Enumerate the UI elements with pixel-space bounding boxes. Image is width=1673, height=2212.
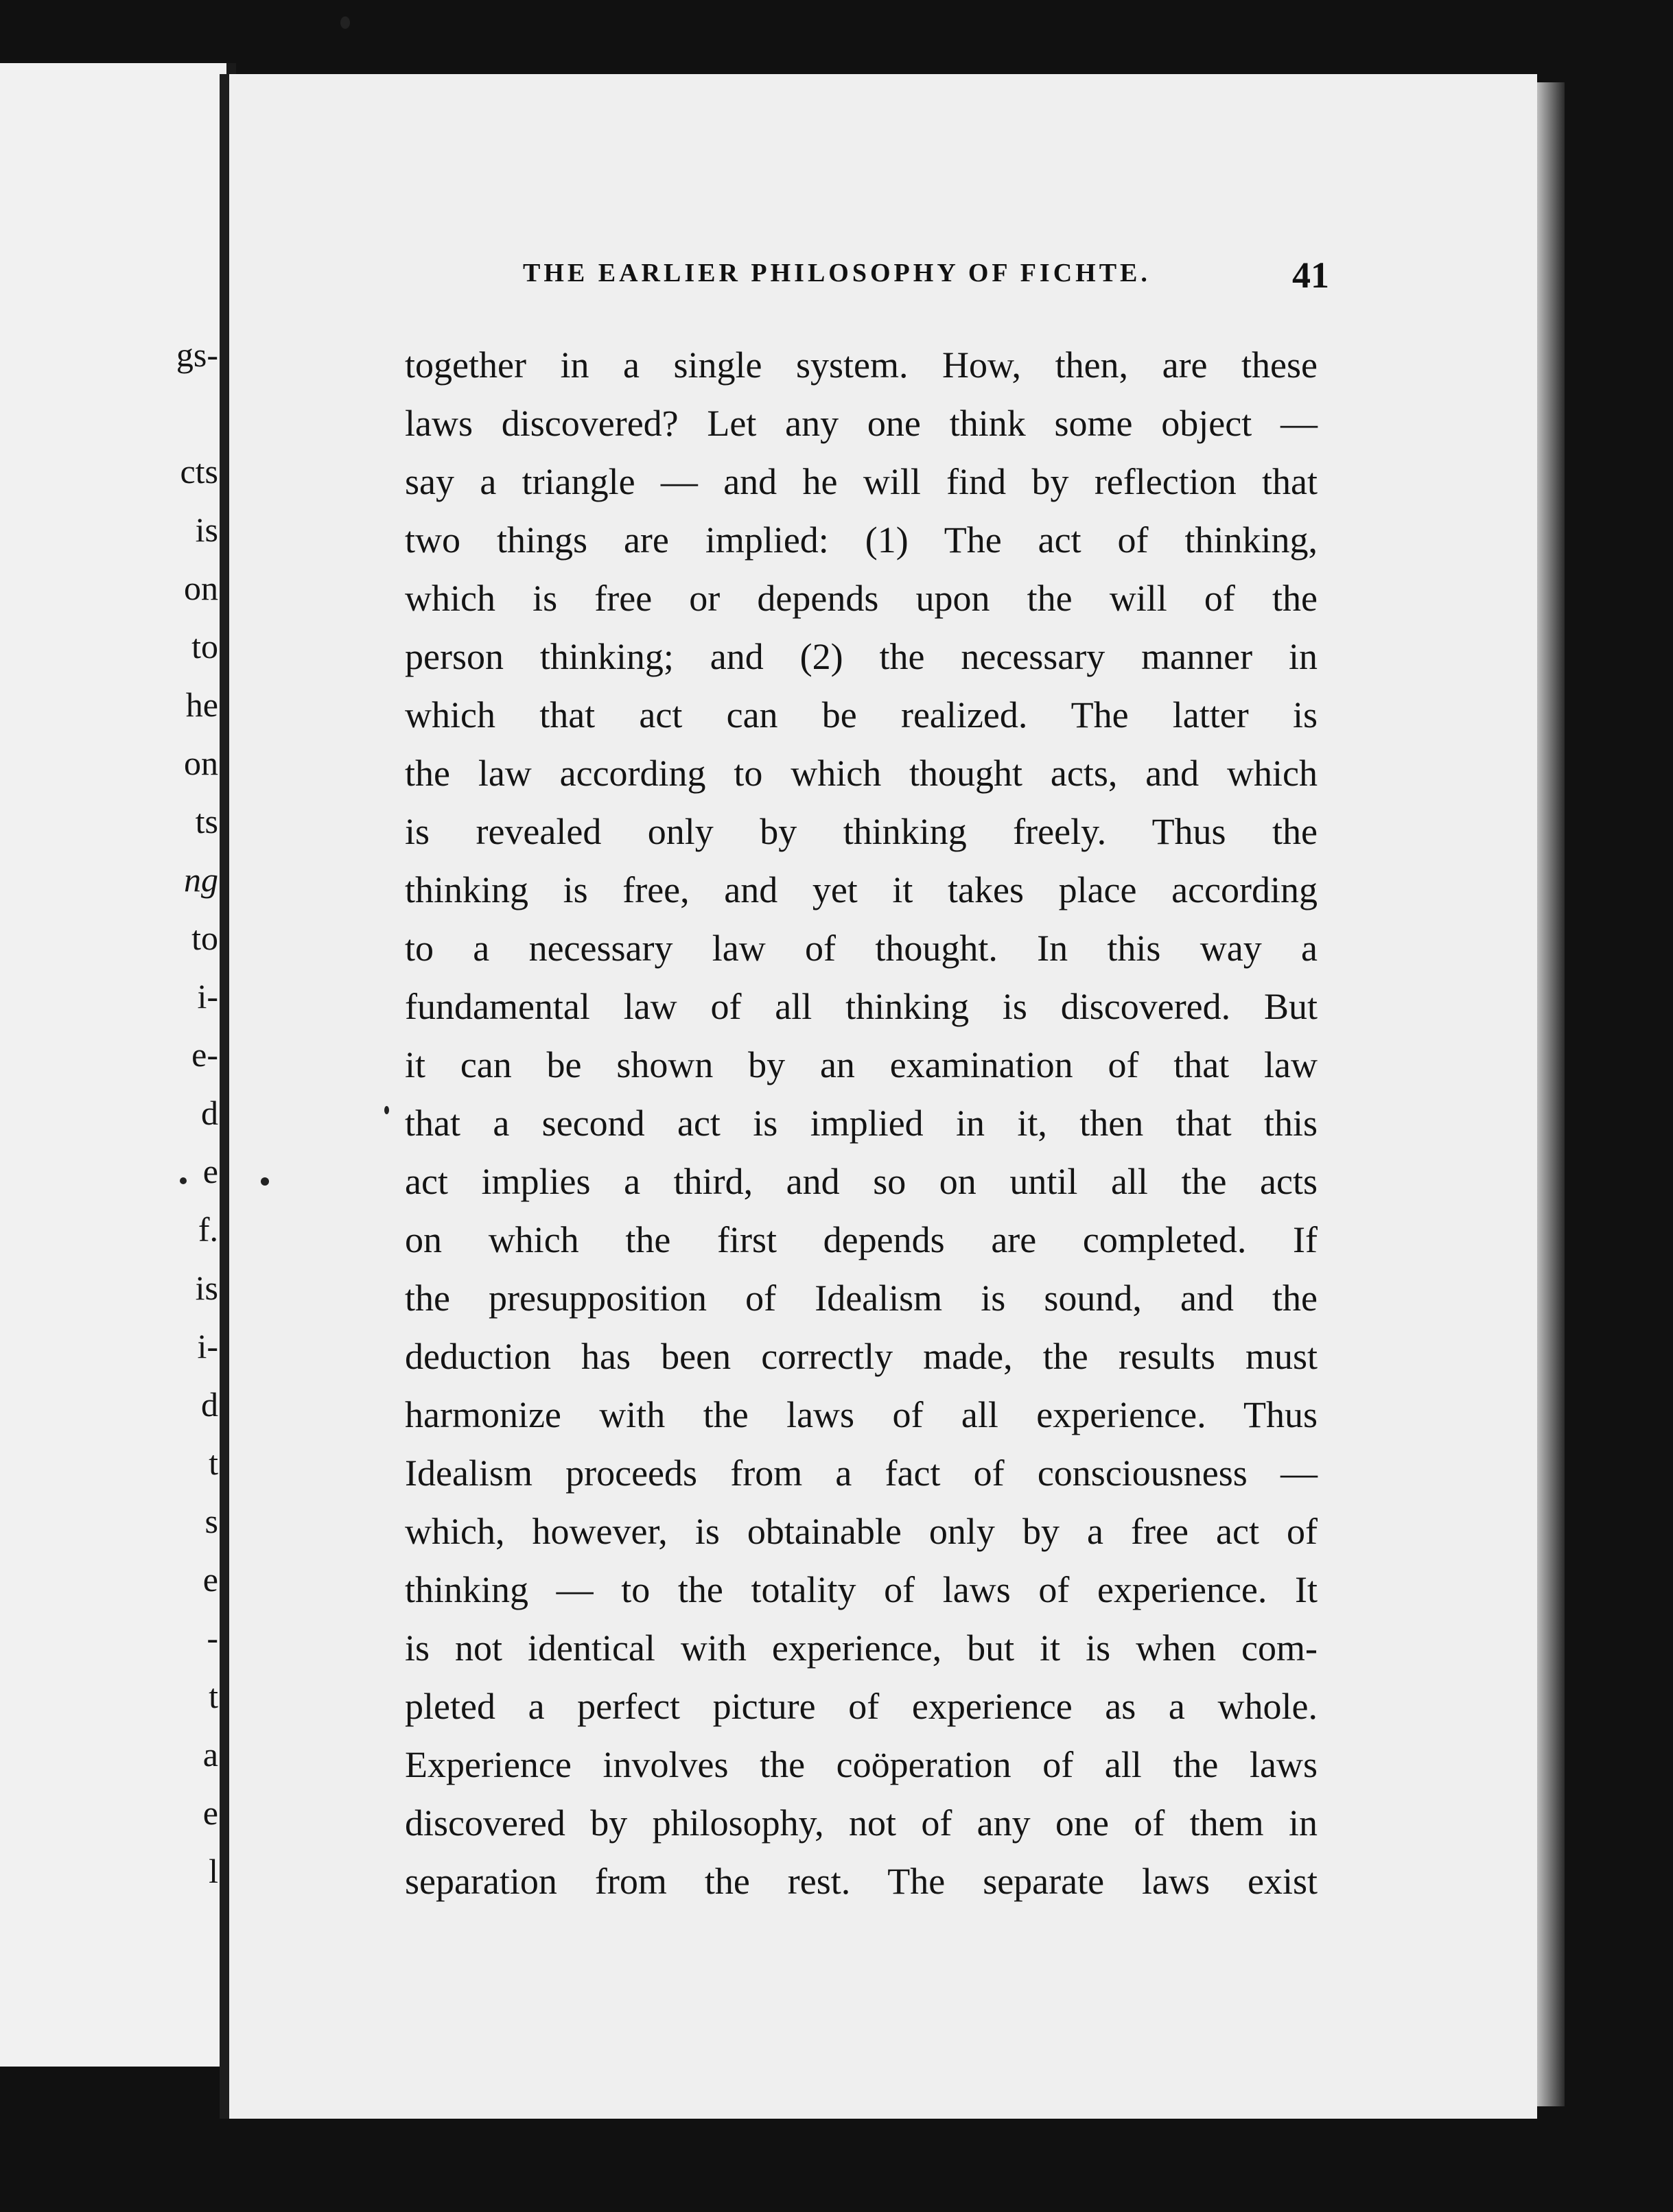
left-line-fragment: ng: [184, 860, 218, 899]
left-line-fragment: to: [191, 627, 218, 666]
running-header: [523, 254, 1329, 302]
text-line: thinking — to the totality of laws of experience. It: [405, 1569, 1318, 1610]
left-line-fragment: l: [209, 1852, 218, 1890]
left-line-fragment: on: [184, 569, 218, 607]
left-line-fragment: he: [185, 685, 218, 724]
text-line: on which the first depends are completed. If: [405, 1219, 1318, 1260]
text-line: Experience involves the coöperation of all the laws: [405, 1744, 1318, 1785]
left-line-fragment: e: [202, 1793, 218, 1832]
text-line: which is free or depends upon the will of the: [405, 578, 1318, 619]
left-line-fragment: e: [202, 1560, 218, 1599]
running-title: THE EARLIER PHILOSOPHY OF FICHTE.: [523, 259, 1151, 287]
left-line-fragment: is: [195, 510, 218, 549]
text-line: Idealism proceeds from a fact of consciousness —: [405, 1452, 1318, 1494]
text-line: separation from the rest. The separate laws exist: [405, 1861, 1318, 1902]
text-line: two things are implied: (1) The act of thinking,: [405, 519, 1318, 561]
left-line-fragment: gs-: [176, 336, 218, 374]
print-speck: [180, 1177, 187, 1184]
left-line-fragment: is: [195, 1269, 218, 1307]
left-line-fragment: t: [209, 1444, 218, 1482]
text-line: fundamental law of all thinking is discovered. But: [405, 986, 1318, 1027]
page-edge-shadow: [1537, 82, 1565, 2106]
left-line-fragment: e-: [191, 1035, 218, 1074]
previous-page-fragment: [0, 63, 226, 2067]
text-line: deduction has been correctly made, the results must: [405, 1336, 1318, 1377]
left-line-fragment: i-: [197, 977, 218, 1015]
text-line: is revealed only by thinking freely. Thus the: [405, 811, 1318, 852]
left-line-fragment: to: [191, 919, 218, 957]
left-line-fragment: ts: [195, 802, 218, 840]
text-line: say a triangle — and he will find by reflection that: [405, 461, 1318, 502]
text-line: to a necessary law of thought. In this way a: [405, 928, 1318, 969]
print-speck: [340, 16, 350, 29]
text-line: thinking is free, and yet it takes place according: [405, 869, 1318, 910]
text-line: it can be shown by an examination of that law: [405, 1044, 1318, 1085]
text-line: together in a single system. How, then, are these: [405, 344, 1318, 386]
left-line-fragment: a: [202, 1735, 218, 1774]
text-line: the presupposition of Idealism is sound, and the: [405, 1278, 1318, 1319]
text-line: the law according to which thought acts, and which: [405, 753, 1318, 794]
left-line-fragment: e: [202, 1152, 218, 1190]
text-line: pleted a perfect picture of experience as a whole.: [405, 1686, 1318, 1727]
left-line-fragment: -: [207, 1619, 218, 1657]
text-line: which, however, is obtainable only by a free act of: [405, 1511, 1318, 1552]
left-line-fragment: d: [201, 1385, 218, 1424]
text-line: laws discovered? Let any one think some object —: [405, 403, 1318, 444]
body-text: [405, 336, 1318, 1911]
page-number: 41: [1292, 255, 1329, 296]
left-line-fragment: i-: [197, 1327, 218, 1365]
print-speck: [261, 1177, 269, 1186]
left-line-fragment: cts: [180, 452, 218, 491]
text-line: which that act can be realized. The latter is: [405, 694, 1318, 736]
left-line-fragment: s: [204, 1502, 218, 1540]
left-line-fragment: f.: [198, 1210, 218, 1249]
text-line: harmonize with the laws of all experience. Thus: [405, 1394, 1318, 1435]
text-line: is not identical with experience, but it is when com-: [405, 1627, 1318, 1669]
text-line: person thinking; and (2) the necessary manner in: [405, 636, 1318, 677]
left-line-fragment: t: [209, 1677, 218, 1715]
text-line: that a second act is implied in it, then that this: [405, 1103, 1318, 1144]
left-line-fragment: d: [201, 1094, 218, 1132]
text-line: discovered by philosophy, not of any one of them in: [405, 1802, 1318, 1844]
left-line-fragment: on: [184, 744, 218, 782]
text-line: act implies a third, and so on until all the acts: [405, 1161, 1318, 1202]
print-speck: [384, 1106, 389, 1114]
